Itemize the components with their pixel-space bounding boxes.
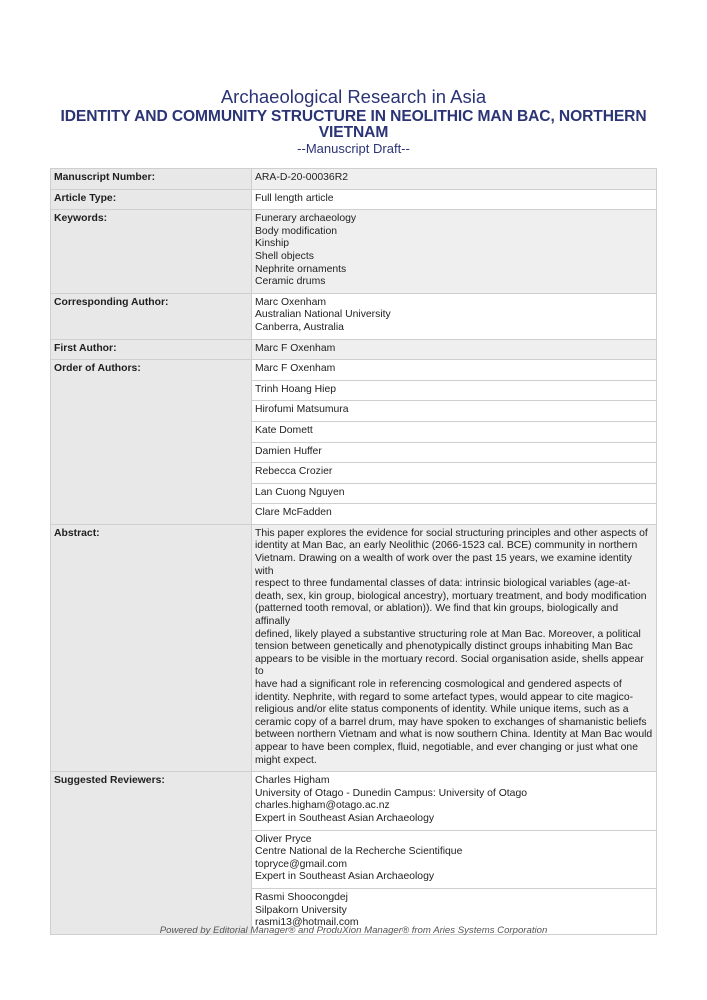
- abstract-line: between northern Vietnam and what is now southern China. Identity at Man Bac would: [255, 729, 653, 741]
- reviewer-email: topryce@gmail.com: [255, 858, 347, 870]
- abstract-line: defined, likely played a substantive structuring role at Man Bac. Moreover, a political: [255, 628, 641, 640]
- order-of-authors-label: Order of Authors:: [51, 360, 252, 525]
- article-type: Full length article: [252, 189, 657, 210]
- abstract-line: (patterned tooth removal, or ablation)). We find that kin groups, biologically and affinally: [255, 603, 619, 628]
- first-author: Marc F Oxenham: [252, 339, 657, 360]
- reviewer-name: Oliver Pryce: [255, 833, 312, 845]
- manuscript-number: ARA-D-20-00036R2: [252, 169, 657, 190]
- keyword: Funerary archaeology: [255, 213, 357, 225]
- reviewer-email: rasmi13@hotmail.com: [255, 917, 359, 929]
- page-footer: Powered by Editorial Manager® and ProduXion Manager® from Aries Systems Corporation: [159, 925, 548, 936]
- reviewer-expertise: Expert in Southeast Asian Archaeology: [255, 871, 435, 883]
- reviewer-name: Rasmi Shoocongdej: [255, 891, 348, 903]
- reviewer-institution: Silpakorn University: [255, 904, 347, 916]
- keywords-list: [252, 210, 657, 294]
- reviewer-expertise: Expert in Southeast Asian Archaeology: [255, 812, 435, 824]
- reviewer-entry: [252, 830, 657, 888]
- reviewer-institution: Centre National de la Recherche Scientifique: [255, 846, 463, 858]
- keyword: Ceramic drums: [255, 276, 326, 288]
- abstract-line: identity at Man Bac, an early Neolithic (2066-1523 cal. BCE) community in northern: [255, 540, 638, 552]
- author-entry: Kate Domett: [252, 421, 657, 442]
- article-type-label: Article Type:: [51, 189, 252, 210]
- abstract-text: [252, 524, 657, 771]
- abstract-line: appears to be visible in the mortuary record. Social organisation aside, shells appear to: [255, 653, 644, 678]
- author-entry: Marc F Oxenham: [252, 360, 657, 381]
- abstract-line: appear to have been complex, fluid, negotiable, and ever changing or just what one: [255, 741, 638, 753]
- abstract-line: respect to three fundamental classes of data: intrinsic biological variables (age-at-: [255, 578, 631, 590]
- abstract-line: have had a significant role in referencing cosmological and gendered aspects of: [255, 679, 622, 690]
- keywords-label: Keywords:: [51, 210, 252, 294]
- author-entry: Damien Huffer: [252, 442, 657, 463]
- reviewer-name: Charles Higham: [255, 775, 330, 787]
- keyword: Nephrite ornaments: [255, 263, 347, 275]
- abstract-line: death, sex, kin group, biological ancestry), mortuary treatment, and body modification: [255, 590, 647, 602]
- table-row: [51, 210, 657, 294]
- table-row: [51, 360, 657, 381]
- reviewer-email: charles.higham@otago.ac.nz: [255, 800, 390, 812]
- author-entry: Trinh Hoang Hiep: [252, 380, 657, 401]
- table-row: [51, 169, 657, 190]
- article-title: IDENTITY AND COMMUNITY STRUCTURE IN NEOLITHIC MAN BAC, NORTHERN VIETNAM: [60, 108, 647, 141]
- reviewer-entry: [252, 772, 657, 830]
- page-header: [0, 86, 707, 156]
- suggested-reviewers-label: Suggested Reviewers:: [51, 772, 252, 935]
- keyword: Body modification: [255, 225, 338, 237]
- keyword: Kinship: [255, 238, 290, 250]
- abstract-label: Abstract:: [51, 524, 252, 771]
- corresponding-author-label: Corresponding Author:: [51, 293, 252, 339]
- table-row: [51, 339, 657, 360]
- journal-title: Archaeological Research in Asia: [220, 86, 487, 107]
- corresponding-location: Canberra, Australia: [255, 321, 344, 333]
- author-entry: Clare McFadden: [252, 504, 657, 525]
- abstract-line: tension between genetically and phenotypically distinct groups inhabiting Man Bac: [255, 641, 633, 653]
- author-entry: Lan Cuong Nguyen: [252, 483, 657, 504]
- table-row: [51, 524, 657, 771]
- corresponding-name: Marc Oxenham: [255, 296, 327, 308]
- table-row: [51, 772, 657, 830]
- corresponding-author: [252, 293, 657, 339]
- keyword: Shell objects: [255, 250, 314, 262]
- reviewer-institution: University of Otago - Dunedin Campus: University of Otago: [255, 787, 528, 799]
- abstract-line: identity. Nephrite, with regard to some artefact types, would appear to cite magico-: [255, 691, 634, 703]
- first-author-label: First Author:: [51, 339, 252, 360]
- manuscript-number-label: Manuscript Number:: [51, 169, 252, 190]
- table-row: [51, 293, 657, 339]
- corresponding-institution: Australian National University: [255, 309, 391, 321]
- table-row: [51, 189, 657, 210]
- abstract-line: ceramic copy of a barrel drum, may have spoken to exchanges of shamanistic beliefs: [255, 716, 647, 728]
- abstract-line: might expect.: [255, 754, 317, 766]
- author-entry: Hirofumi Matsumura: [252, 401, 657, 422]
- abstract-line: This paper explores the evidence for social structuring principles and other aspects of: [255, 527, 648, 539]
- abstract-line: religious and/or elite status components of identity. While unique items, such as a: [255, 704, 629, 716]
- manuscript-table: [50, 168, 657, 935]
- abstract-line: Vietnam. Drawing on a wealth of work over the past 15 years, we examine identity with: [255, 553, 632, 577]
- draft-subtitle: --Manuscript Draft--: [297, 141, 410, 156]
- author-entry: Rebecca Crozier: [252, 463, 657, 484]
